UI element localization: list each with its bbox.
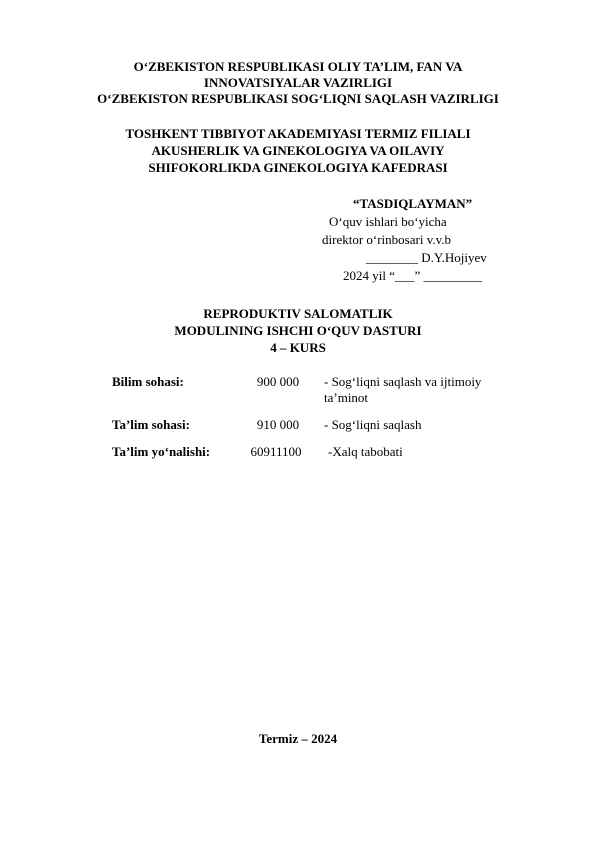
institution-line-1: TOSHKENT TIBBIYOT AKADEMIYASI TERMIZ FILIALI [125,126,471,141]
field-code-talim-sohasi: 910 000 [256,417,300,432]
field-label-talim-sohasi: Ta’lim sohasi: [112,417,190,432]
approval-position-line-1: O‘quv ishlari bo‘yicha [329,214,447,229]
field-value-bilim-sohasi-line-1: - Sog‘liqni saqlash va ijtimoiy [324,374,482,389]
approval-position-line-2: direktor o‘rinbosari v.v.b [322,232,452,247]
ministry-line-1: O‘ZBEKISTON RESPUBLIKASI OLIY TA’LIM, FAN VA [133,59,463,74]
approval-date: 2024 yil “___” _________ [343,268,483,283]
field-value-talim-yonalishi: -Xalq tabobati [328,444,403,459]
program-title-line-2: MODULINING ISHCHI O‘QUV DASTURI [174,323,422,338]
field-value-talim-sohasi: - Sog‘liqni saqlash [324,417,422,432]
approval-title: “TASDIQLAYMAN” [353,196,473,211]
institution-line-3: SHIFOKORLIKDA GINEKOLOGIYA KAFEDRASI [148,160,448,175]
field-label-talim-yonalishi: Ta’lim yo‘nalishi: [112,444,211,459]
footer-place-year: Termiz – 2024 [258,731,338,746]
institution-line-2: AKUSHERLIK VA GINEKOLOGIYA VA OILAVIY [151,143,445,158]
field-code-bilim-sohasi: 900 000 [256,374,300,389]
field-label-bilim-sohasi: Bilim sohasi: [112,374,184,389]
program-title-line-1: REPRODUKTIV SALOMATLIK [203,306,393,321]
ministry-line-3: O‘ZBEKISTON RESPUBLIKASI SOG‘LIQNI SAQLASH VAZIRLIGI [97,91,499,106]
ministry-line-2: INNOVATSIYALAR VAZIRLIGI [203,75,393,90]
field-value-bilim-sohasi-line-2: ta’minot [324,390,369,405]
approval-signature: ________ D.Y.Hojiyev [366,250,487,265]
program-course: 4 – KURS [270,340,326,355]
field-code-talim-yonalishi: 60911100 [250,444,302,459]
